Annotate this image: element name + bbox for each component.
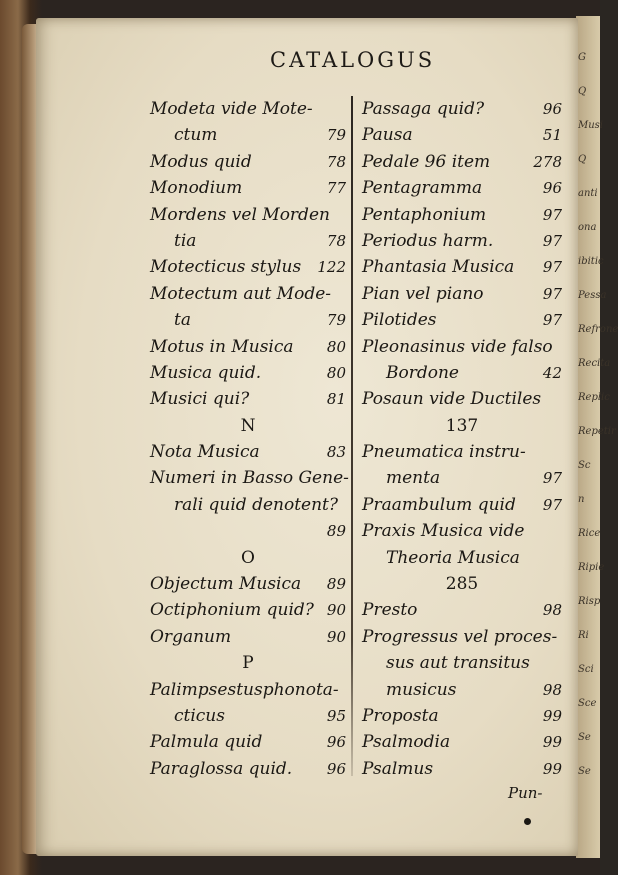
entry-page-number: 79 xyxy=(326,311,346,330)
index-entry xyxy=(150,597,346,623)
entry-page-number: 78 xyxy=(326,152,346,171)
entry-term: Modus quid xyxy=(150,151,252,172)
entry-term: rali quid denotent? xyxy=(174,494,339,515)
entry-term: Musica quid. xyxy=(150,362,262,383)
next-page-fragment: Sc xyxy=(578,460,591,471)
index-entry xyxy=(362,228,562,254)
ink-dot xyxy=(524,818,531,825)
entry-term: Pedale 96 item xyxy=(362,151,491,172)
entry-term: Palimpsestusphonota- xyxy=(150,679,339,700)
index-entry xyxy=(362,756,562,782)
index-entry xyxy=(150,96,346,122)
entry-page-number: 96 xyxy=(326,733,346,752)
next-page-fragment: Recita xyxy=(578,358,611,369)
entry-term: Theoria Musica xyxy=(386,547,520,568)
page-header: CATALOGUS xyxy=(270,48,436,72)
index-entry xyxy=(362,202,562,228)
entry-term: cticus xyxy=(174,705,225,726)
index-entry xyxy=(150,202,346,228)
entry-term: Psalmus xyxy=(362,758,434,779)
entry-term: Praambulum quid xyxy=(362,494,516,515)
entry-term: musicus xyxy=(386,679,457,700)
index-entry xyxy=(150,518,346,544)
index-entry xyxy=(362,386,562,412)
entry-page-number: 95 xyxy=(326,706,346,725)
index-entry xyxy=(150,465,349,491)
entry-page-number: 97 xyxy=(542,205,562,224)
entry-page-number: 122 xyxy=(317,258,346,277)
entry-page-number: 90 xyxy=(326,627,346,646)
index-entry xyxy=(362,334,562,360)
next-page-fragment: Se xyxy=(578,732,591,743)
next-page-fragment: Pessa xyxy=(578,290,607,301)
entry-term: Pian vel piano xyxy=(362,283,484,304)
entry-term: Motus in Musica xyxy=(150,336,294,357)
entry-term: Numeri in Basso Gene- xyxy=(150,468,349,489)
index-entry xyxy=(150,228,346,254)
entry-page-number: 80 xyxy=(326,363,346,382)
next-page-fragment: Q xyxy=(578,154,587,165)
entry-page-number: 78 xyxy=(326,231,346,250)
index-entry xyxy=(362,650,562,676)
index-entry xyxy=(150,729,346,755)
entry-term: Periodus harm. xyxy=(362,230,494,251)
entry-term: Phantasia Musica xyxy=(362,257,515,278)
entry-page-number: 98 xyxy=(542,601,562,620)
index-entry xyxy=(150,334,346,360)
entry-page-number: 97 xyxy=(542,469,562,488)
entry-term: Modeta vide Mote- xyxy=(150,99,313,119)
entry-term: Bordone xyxy=(386,362,459,383)
entry-page-number: 99 xyxy=(542,733,562,752)
section-letter: N xyxy=(240,415,256,436)
index-entry xyxy=(150,122,346,148)
entry-term: Pausa xyxy=(362,125,413,146)
entry-term: ctum xyxy=(174,125,218,146)
entry-term: Progressus vel proces- xyxy=(362,626,558,647)
entry-page-number: 99 xyxy=(542,706,562,725)
next-page-fragment: G xyxy=(578,52,586,63)
index-entry xyxy=(150,677,346,703)
index-entry xyxy=(362,571,562,597)
entry-term: Octiphonium quid? xyxy=(150,600,314,621)
entry-term: Nota Musica xyxy=(150,442,260,463)
next-page-fragment: anti xyxy=(578,188,598,199)
next-page-fragment: Q xyxy=(578,86,587,97)
entry-page-number: 96 xyxy=(542,100,562,118)
next-page-fragment: Ripie xyxy=(578,562,605,573)
entry-term: Motectum aut Mode- xyxy=(150,283,332,304)
index-column-left xyxy=(150,96,349,782)
next-page-fragment: Ri xyxy=(578,630,589,641)
index-entry xyxy=(362,624,562,650)
section-letter: P xyxy=(242,653,254,674)
entry-page-number: 97 xyxy=(542,284,562,303)
entry-term: Posaun vide Ductiles xyxy=(362,389,542,410)
index-entry xyxy=(362,518,562,544)
index-entry xyxy=(362,122,562,148)
index-entry xyxy=(362,254,562,280)
entry-term: Paraglossa quid. xyxy=(150,758,293,779)
entry-page-number: 89 xyxy=(326,522,346,541)
entry-term: tia xyxy=(174,230,197,251)
index-entry xyxy=(150,650,346,676)
entry-page-number: 83 xyxy=(326,443,346,462)
index-entry xyxy=(150,281,346,307)
index-entry xyxy=(150,703,346,729)
index-entry xyxy=(150,545,346,571)
entry-term: Motecticus stylus xyxy=(150,257,302,278)
entry-term: Palmula quid xyxy=(150,732,263,753)
index-entry xyxy=(150,360,346,386)
next-page-fragment: n xyxy=(578,494,585,505)
index-entry xyxy=(362,597,562,623)
index-entry xyxy=(150,175,346,201)
entry-page-number: 79 xyxy=(326,126,346,145)
section-letter: 285 xyxy=(445,574,479,595)
entry-page-number: 80 xyxy=(326,337,346,356)
index-entry xyxy=(150,254,346,280)
entry-term: Pentaphonium xyxy=(362,204,487,225)
next-page-fragment: Musi xyxy=(578,120,604,131)
next-page-fragment: Replic xyxy=(578,392,610,403)
index-entry xyxy=(362,465,562,491)
entry-page-number: 97 xyxy=(542,311,562,330)
column-divider xyxy=(351,96,353,776)
entry-page-number: 96 xyxy=(326,759,346,778)
entry-page-number: 97 xyxy=(542,258,562,277)
adjacent-page-strip xyxy=(576,16,618,858)
next-page-fragment: ibitic xyxy=(578,256,604,267)
entry-term: Organum xyxy=(150,626,232,647)
catchword: Pun- xyxy=(508,784,543,802)
entry-page-number: 42 xyxy=(542,363,562,382)
entry-page-number: 99 xyxy=(542,759,562,778)
index-entry xyxy=(362,307,562,333)
index-entry xyxy=(150,413,346,439)
entry-term: Praxis Musica vide xyxy=(362,521,525,542)
next-page-fragment: Refrone xyxy=(578,324,618,335)
entry-page-number: 89 xyxy=(326,575,346,594)
index-entry xyxy=(362,413,562,439)
entry-term: Monodium xyxy=(150,178,243,199)
section-letter: O xyxy=(241,547,255,568)
entry-page-number: 97 xyxy=(542,495,562,514)
index-entry xyxy=(362,281,562,307)
next-page-fragment: Risp xyxy=(578,596,601,607)
entry-page-number: 81 xyxy=(326,390,346,409)
index-entry xyxy=(150,386,346,412)
entry-page-number: 278 xyxy=(533,152,562,171)
index-entry xyxy=(150,149,346,175)
next-page-fragment: Sce xyxy=(578,698,597,709)
index-entry xyxy=(362,492,562,518)
entry-term: Pentagramma xyxy=(362,178,483,199)
entry-page-number: 51 xyxy=(542,126,562,145)
index-entry xyxy=(150,492,346,518)
entry-page-number: 97 xyxy=(542,231,562,250)
next-page-fragment: Repetir xyxy=(578,426,616,437)
index-entry xyxy=(362,439,562,465)
entry-page-number: 96 xyxy=(542,179,562,198)
index-entry xyxy=(362,703,562,729)
next-page-fragment: Sci xyxy=(578,664,594,675)
entry-term: Objectum Musica xyxy=(150,574,302,595)
entry-term: ta xyxy=(174,310,191,331)
entry-term: menta xyxy=(386,468,441,489)
entry-term: Musici qui? xyxy=(150,389,250,410)
index-entry xyxy=(150,756,346,782)
entry-term: Pleonasinus vide falso xyxy=(362,336,553,357)
index-column-right xyxy=(362,96,562,782)
entry-term: Presto xyxy=(362,600,418,621)
entry-term: Proposta xyxy=(362,705,439,726)
entry-term: sus aut transitus xyxy=(386,653,530,674)
index-entry xyxy=(362,149,562,175)
index-entry xyxy=(362,175,562,201)
entry-term: Psalmodia xyxy=(362,732,451,753)
entry-page-number: 98 xyxy=(542,680,562,699)
index-entry xyxy=(150,439,346,465)
entry-term: Mordens vel Morden xyxy=(150,204,330,225)
entry-term: Passaga quid? xyxy=(362,99,485,119)
index-entry xyxy=(150,307,346,333)
entry-term: Pilotides xyxy=(362,310,437,331)
entry-page-number: 77 xyxy=(326,179,346,198)
index-entry xyxy=(150,571,346,597)
index-entry xyxy=(362,360,562,386)
entry-term: Pneumatica instru- xyxy=(362,442,526,463)
next-page-fragment: Rice xyxy=(578,528,601,539)
index-entry xyxy=(362,96,562,122)
next-page-fragment: ona xyxy=(578,222,597,233)
index-entry xyxy=(150,624,346,650)
index-entry xyxy=(362,677,562,703)
next-page-fragment: Se xyxy=(578,766,591,777)
entry-page-number: 90 xyxy=(326,601,346,620)
section-letter: 137 xyxy=(445,415,479,436)
index-entry xyxy=(362,545,562,571)
index-entry xyxy=(362,729,562,755)
